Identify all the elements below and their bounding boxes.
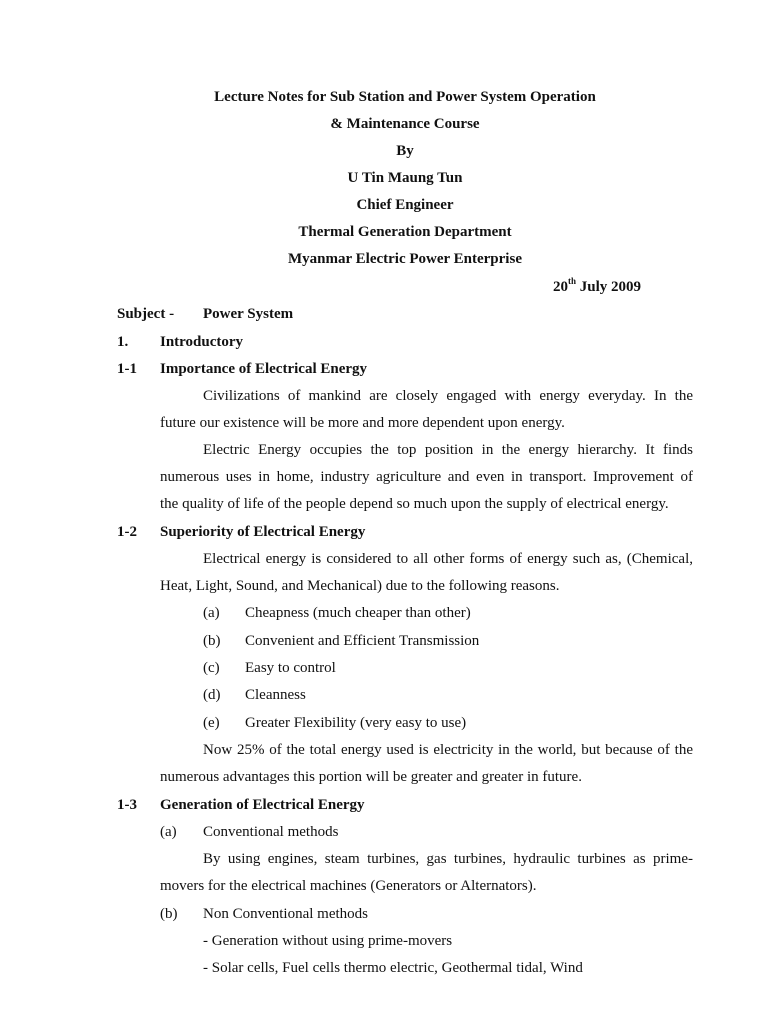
s1-1-p2-line3: the quality of life of the people depend so much upon the supply of electrical energy.	[160, 496, 669, 512]
subsection-a-title: Conventional methods	[203, 824, 339, 840]
s1-2-p2-line2: numerous advantages this portion will be greater and greater in future.	[160, 769, 582, 785]
subsection-b-title: Non Conventional methods	[203, 906, 368, 922]
date-suffix: th	[568, 276, 577, 286]
date-month-year: July 2009	[576, 279, 642, 295]
s1-1-p2-line1: Electric Energy occupies the top position in the energy hierarchy. It finds	[203, 442, 693, 458]
list-item-text: Cheapness (much cheaper than other)	[245, 605, 471, 621]
list-item-text: Convenient and Efficient Transmission	[245, 633, 480, 649]
s1-2-p2-line1: Now 25% of the total energy used is electricity in the world, but because of the	[203, 742, 693, 758]
title-line-1: Lecture Notes for Sub Station and Power System Operation	[214, 89, 596, 105]
list-item-label: (b)	[203, 633, 221, 649]
s1-2-p1-line2: Heat, Light, Sound, and Mechanical) due to the following reasons.	[160, 578, 560, 594]
date-day: 20	[553, 279, 568, 295]
list-item-text: Greater Flexibility (very easy to use)	[245, 715, 467, 731]
subsection-b-label: (b)	[160, 906, 178, 922]
subsection-a-line1: By using engines, steam turbines, gas turbines, hydraulic turbines as prime-	[203, 851, 693, 867]
section-1-2-number: 1-2	[117, 524, 137, 540]
document-date	[553, 278, 641, 296]
list-item-text: Cleanness	[245, 687, 306, 703]
by-line: By	[396, 143, 414, 159]
section-1-3-number: 1-3	[117, 797, 137, 813]
subject-label: Subject -	[117, 306, 175, 322]
organization-name: Myanmar Electric Power Enterprise	[288, 251, 522, 267]
list-item-text: Easy to control	[245, 660, 336, 676]
section-1-2-title: Superiority of Electrical Energy	[160, 524, 366, 540]
subject-value: Power System	[203, 306, 294, 322]
section-1-title: Introductory	[160, 334, 244, 350]
s1-1-p2-line2: numerous uses in home, industry agriculture and even in transport. Improvement of	[160, 469, 693, 485]
author-position: Chief Engineer	[356, 197, 454, 213]
section-1-1-number: 1-1	[117, 361, 137, 377]
title-line-2: & Maintenance Course	[330, 116, 480, 132]
department-name: Thermal Generation Department	[298, 224, 512, 240]
list-item-label: (a)	[203, 605, 220, 621]
list-item-label: (d)	[203, 687, 221, 703]
s1-1-p1-line1: Civilizations of mankind are closely engaged with energy everyday. In the	[203, 388, 693, 404]
list-item-label: (c)	[203, 660, 220, 676]
subsection-a-label: (a)	[160, 824, 177, 840]
section-1-1-title: Importance of Electrical Energy	[160, 361, 368, 377]
section-1-number: 1.	[117, 334, 129, 350]
subsection-b-line2: - Solar cells, Fuel cells thermo electric, Geothermal tidal, Wind	[203, 960, 583, 976]
s1-2-p1-line1: Electrical energy is considered to all other forms of energy such as, (Chemical,	[203, 551, 693, 567]
section-1-3-title: Generation of Electrical Energy	[160, 797, 365, 813]
list-item-label: (e)	[203, 715, 220, 731]
subsection-a-line2: movers for the electrical machines (Generators or Alternators).	[160, 878, 537, 894]
s1-1-p1-line2: future our existence will be more and more dependent upon energy.	[160, 415, 565, 431]
subsection-b-line1: - Generation without using prime-movers	[203, 933, 453, 949]
author-name: U Tin Maung Tun	[347, 170, 463, 186]
